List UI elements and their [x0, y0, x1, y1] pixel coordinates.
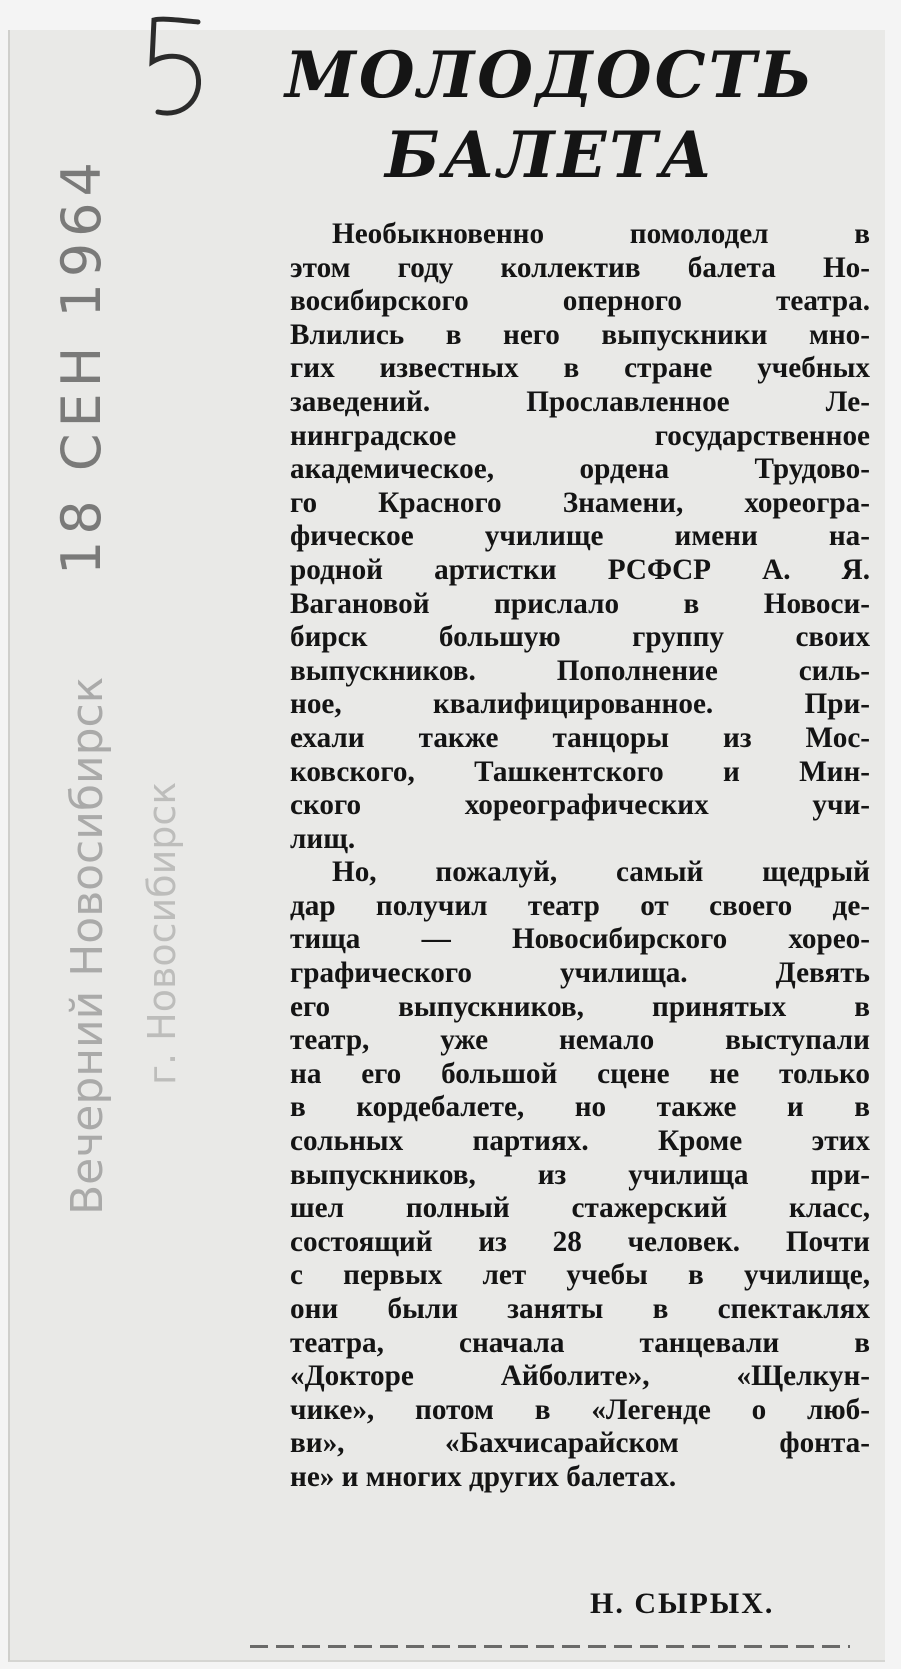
text-line: сольных партиях. Кроме этих: [290, 1125, 870, 1158]
city-stamp: г. Новосибирск: [140, 781, 184, 1085]
text-line: ковского, Ташкентского и Мин-: [290, 755, 870, 788]
text-line: родной артистки РСФСР А. Я.: [290, 553, 870, 586]
text-line: восибирского оперного театра.: [290, 285, 870, 318]
text-line: театр, уже немало выступали: [290, 1024, 870, 1057]
text-line: театра, сначала танцевали в: [290, 1326, 870, 1359]
article-title: [270, 36, 830, 196]
text-line: выпускников. Пополнение силь-: [290, 654, 870, 687]
text-line: ехали также танцоры из Мос-: [290, 721, 870, 754]
text-line: ского хореографических учи-: [290, 789, 870, 822]
newspaper-name-stamp: Вечерний Новосибирск: [62, 676, 113, 1215]
text-line: на его большой сцене не только: [290, 1057, 870, 1090]
text-line: фическое училище имени на-: [290, 520, 870, 553]
text-line: заведений. Прославленное Ле-: [290, 385, 870, 418]
text-line: «Докторе Айболите», «Щелкун-: [290, 1360, 870, 1393]
bottom-dashed-rule: [250, 1645, 850, 1648]
text-line: лищ.: [290, 822, 356, 855]
text-line: Вагановой прислало в Новоси-: [290, 587, 870, 620]
text-line: нинградское государственное: [290, 419, 870, 452]
text-line: этом году коллектив балета Но-: [290, 251, 870, 284]
text-line: выпускников, из училища при-: [290, 1158, 870, 1191]
text-line: го Красного Знамени, хореогра-: [290, 486, 870, 519]
text-line: не» и многих других балетах.: [290, 1460, 677, 1493]
text-line: тища — Новосибирского хорео-: [290, 923, 870, 956]
text-line: его выпускников, принятых в: [290, 990, 870, 1023]
author-signature: Н. СЫРЫХ.: [590, 1587, 775, 1620]
date-stamp: 18 СЕН 1964: [50, 156, 113, 575]
text-line: чике», потом в «Легенде о люб-: [290, 1393, 870, 1426]
text-line: Необыкновенно помолодел в: [332, 218, 870, 250]
handwritten-number-five: [148, 14, 208, 124]
text-line: с первых лет учебы в училище,: [290, 1259, 870, 1292]
text-line: в кордебалете, но также и в: [290, 1091, 870, 1124]
text-line: шел полный стажерский класс,: [290, 1192, 870, 1225]
title-line-1: МОЛОДОСТЬ: [285, 38, 815, 113]
text-line: графического училища. Девять: [290, 957, 870, 990]
text-line: они были заняты в спектаклях: [290, 1293, 870, 1325]
text-line: ное, квалифицированное. При-: [290, 688, 870, 721]
text-line: Влились в него выпускники мно-: [290, 318, 870, 351]
text-line: Но, пожалуй, самый щедрый: [332, 856, 870, 889]
text-line: бирск большую группу своих: [290, 621, 870, 654]
text-line: состоящий из 28 человек. Почти: [290, 1225, 870, 1258]
article-body: [290, 218, 870, 1495]
text-line: дар получил театр от своего де-: [290, 889, 870, 922]
text-line: гих известных в стране учебных: [290, 352, 870, 385]
text-line: академическое, ордена Трудово-: [290, 453, 870, 486]
text-line: ви», «Бахчисарайском фонта-: [290, 1427, 870, 1460]
title-line-2: БАЛЕТА: [385, 118, 715, 193]
